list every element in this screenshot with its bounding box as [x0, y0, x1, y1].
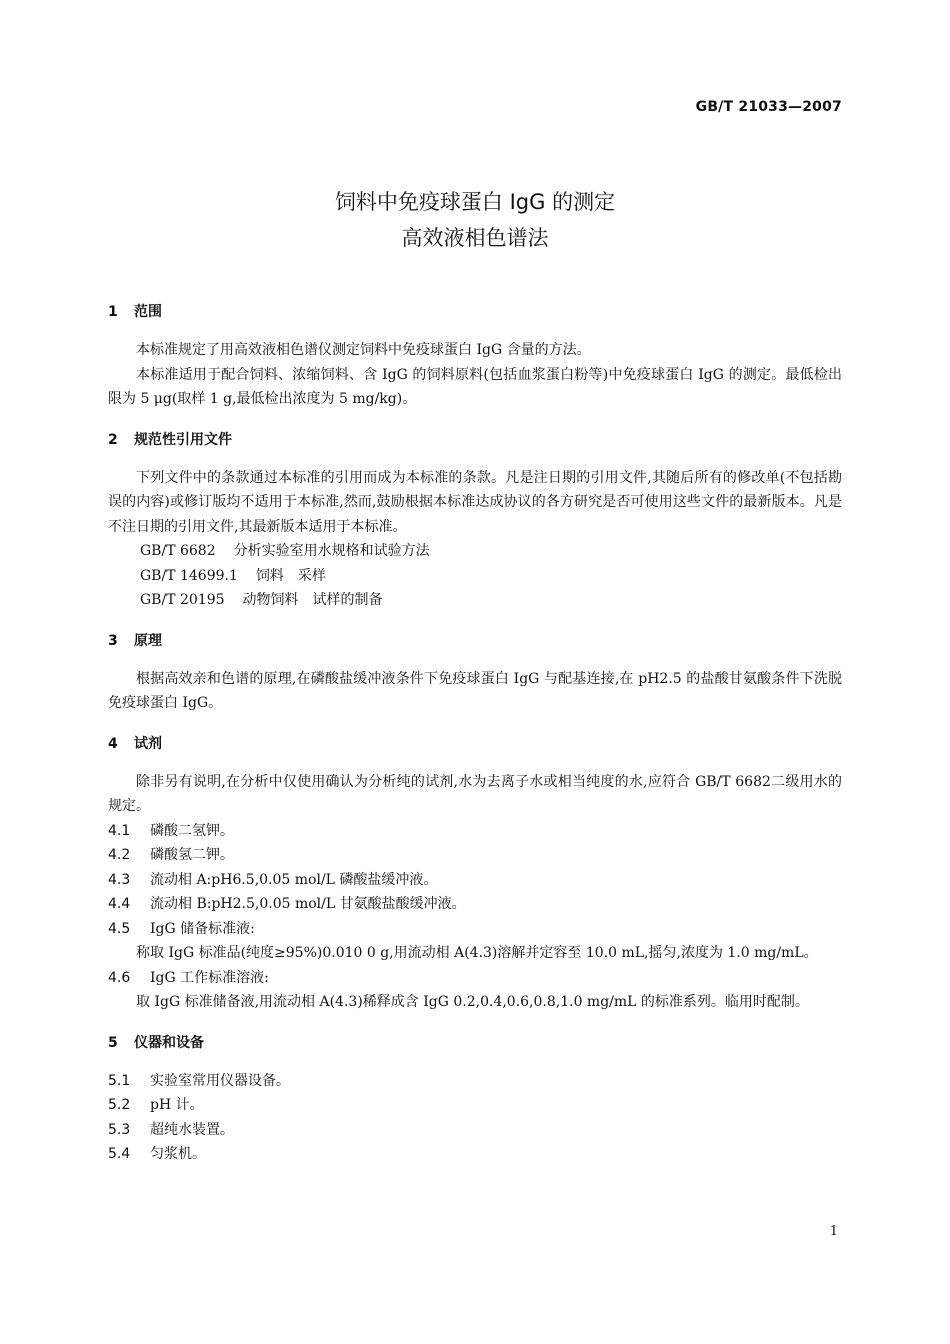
clause-number: 5.4	[108, 1146, 131, 1162]
clause-item	[108, 966, 842, 991]
paragraph: 下列文件中的条款通过本标准的引用而成为本标准的条款。凡是注日期的引用文件,其随后所有的修改单(不包括勘误的内容)或修订版均不适用于本标准,然而,鼓励根据本标准达成协议的各方研究是否可使用这些文件的最新版本。凡是不注日期的引用文件,其最新版本适用于本标准。	[108, 469, 842, 535]
clause-number: 5.1	[108, 1072, 131, 1089]
clause-text: 匀浆机。	[150, 1146, 206, 1162]
section-number: 4	[108, 735, 118, 752]
section-heading-principle	[108, 629, 842, 653]
clause-text: 流动相 B:pH2.5,0.05 mol/L 甘氨酸盐酸缓冲液。	[150, 896, 466, 912]
title-line-1: 饲料中免疫球蛋白 IgG 的测定	[334, 190, 616, 214]
reference-code: GB/T 14699.1	[140, 567, 238, 584]
paragraph: 称取 IgG 标准品(纯度≥95%)0.010 0 g,用流动相 A(4.3)溶解并定容至 10.0 mL,摇匀,浓度为 1.0 mg/mL。	[136, 945, 818, 961]
paragraph: 本标准适用于配合饲料、浓缩饲料、含 IgG 的饲料原料(包括血浆蛋白粉等)中免疫球蛋白 IgG 的测定。最低检出限为 5 μg(取样 1 g,最低检出浓度为 5 mg/kg)。	[108, 366, 842, 407]
paragraph: 根据高效亲和色谱的原理,在磷酸盐缓冲液条件下免疫球蛋白 IgG 与配基连接,在 pH2.5 的盐酸甘氨酸条件下洗脱免疫球蛋白 IgG。	[108, 670, 842, 711]
section-number: 5	[108, 1034, 118, 1051]
clause-text: 超纯水装置。	[150, 1121, 234, 1138]
section-heading-reagents	[108, 732, 842, 756]
clause-item	[108, 892, 842, 917]
clause-item	[108, 1069, 842, 1094]
document-title	[0, 184, 950, 256]
clause-number: 5.2	[108, 1097, 131, 1113]
clause-text: IgG 工作标准溶液:	[150, 969, 269, 986]
reference-item	[108, 588, 842, 613]
reference-code: GB/T 6682	[140, 543, 216, 559]
section-title: 范围	[134, 304, 162, 320]
clause-text: 实验室常用仪器设备。	[150, 1072, 290, 1089]
clause-text: 流动相 A:pH6.5,0.05 mol/L 磷酸盐缓冲液。	[150, 871, 438, 888]
title-line-2: 高效液相色谱法	[401, 226, 549, 250]
clause-number: 4.4	[108, 896, 131, 912]
section-title: 试剂	[134, 735, 162, 752]
clause-item	[108, 1142, 842, 1167]
section-number: 1	[108, 304, 118, 320]
clause-number: 4.2	[108, 847, 131, 863]
clause-item	[108, 1093, 842, 1118]
section-heading-scope	[108, 300, 842, 324]
clause-text: IgG 储备标准液:	[150, 920, 255, 937]
reference-name: 饲料 采样	[255, 567, 326, 584]
clause-text: 磷酸氢二钾。	[150, 847, 234, 863]
clause-text: 磷酸二氢钾。	[150, 822, 234, 839]
document-body	[108, 300, 842, 1167]
section-heading-apparatus	[108, 1031, 842, 1055]
page-number: 1	[829, 1224, 838, 1239]
clause-item	[108, 1118, 842, 1143]
paragraph: 取 IgG 标准储备液,用流动相 A(4.3)稀释成含 IgG 0.2,0.4,0.6,0.8,1.0 mg/mL 的标准系列。临用时配制。	[136, 994, 809, 1010]
reference-name: 动物饲料 试样的制备	[242, 592, 383, 608]
clause-number: 4.6	[108, 969, 131, 986]
clause-item	[108, 868, 842, 893]
clause-item	[108, 843, 842, 868]
section-title: 仪器和设备	[134, 1034, 204, 1051]
clause-number: 4.1	[108, 822, 131, 839]
clause-item	[108, 917, 842, 942]
section-heading-normative-references	[108, 428, 842, 452]
paragraph: 本标准规定了用高效液相色谱仪测定饲料中免疫球蛋白 IgG 含量的方法。	[136, 342, 591, 358]
section-number: 3	[108, 632, 118, 649]
clause-number: 4.5	[108, 920, 131, 937]
reference-name: 分析实验室用水规格和试验方法	[233, 543, 430, 559]
clause-number: 4.3	[108, 871, 131, 888]
section-title: 规范性引用文件	[134, 431, 232, 448]
reference-code: GB/T 20195	[140, 592, 225, 608]
section-number: 2	[108, 431, 118, 448]
paragraph: 除非另有说明,在分析中仅使用确认为分析纯的试剂,水为去离子水或相当纯度的水,应符合 GB/T 6682二级用水的规定。	[108, 773, 842, 814]
section-title: 原理	[134, 632, 162, 649]
clause-item	[108, 819, 842, 844]
clause-text: pH 计。	[150, 1097, 204, 1113]
reference-item	[108, 564, 842, 589]
clause-number: 5.3	[108, 1121, 131, 1138]
reference-item	[108, 539, 842, 564]
standard-code: GB/T 21033—2007	[695, 99, 842, 115]
